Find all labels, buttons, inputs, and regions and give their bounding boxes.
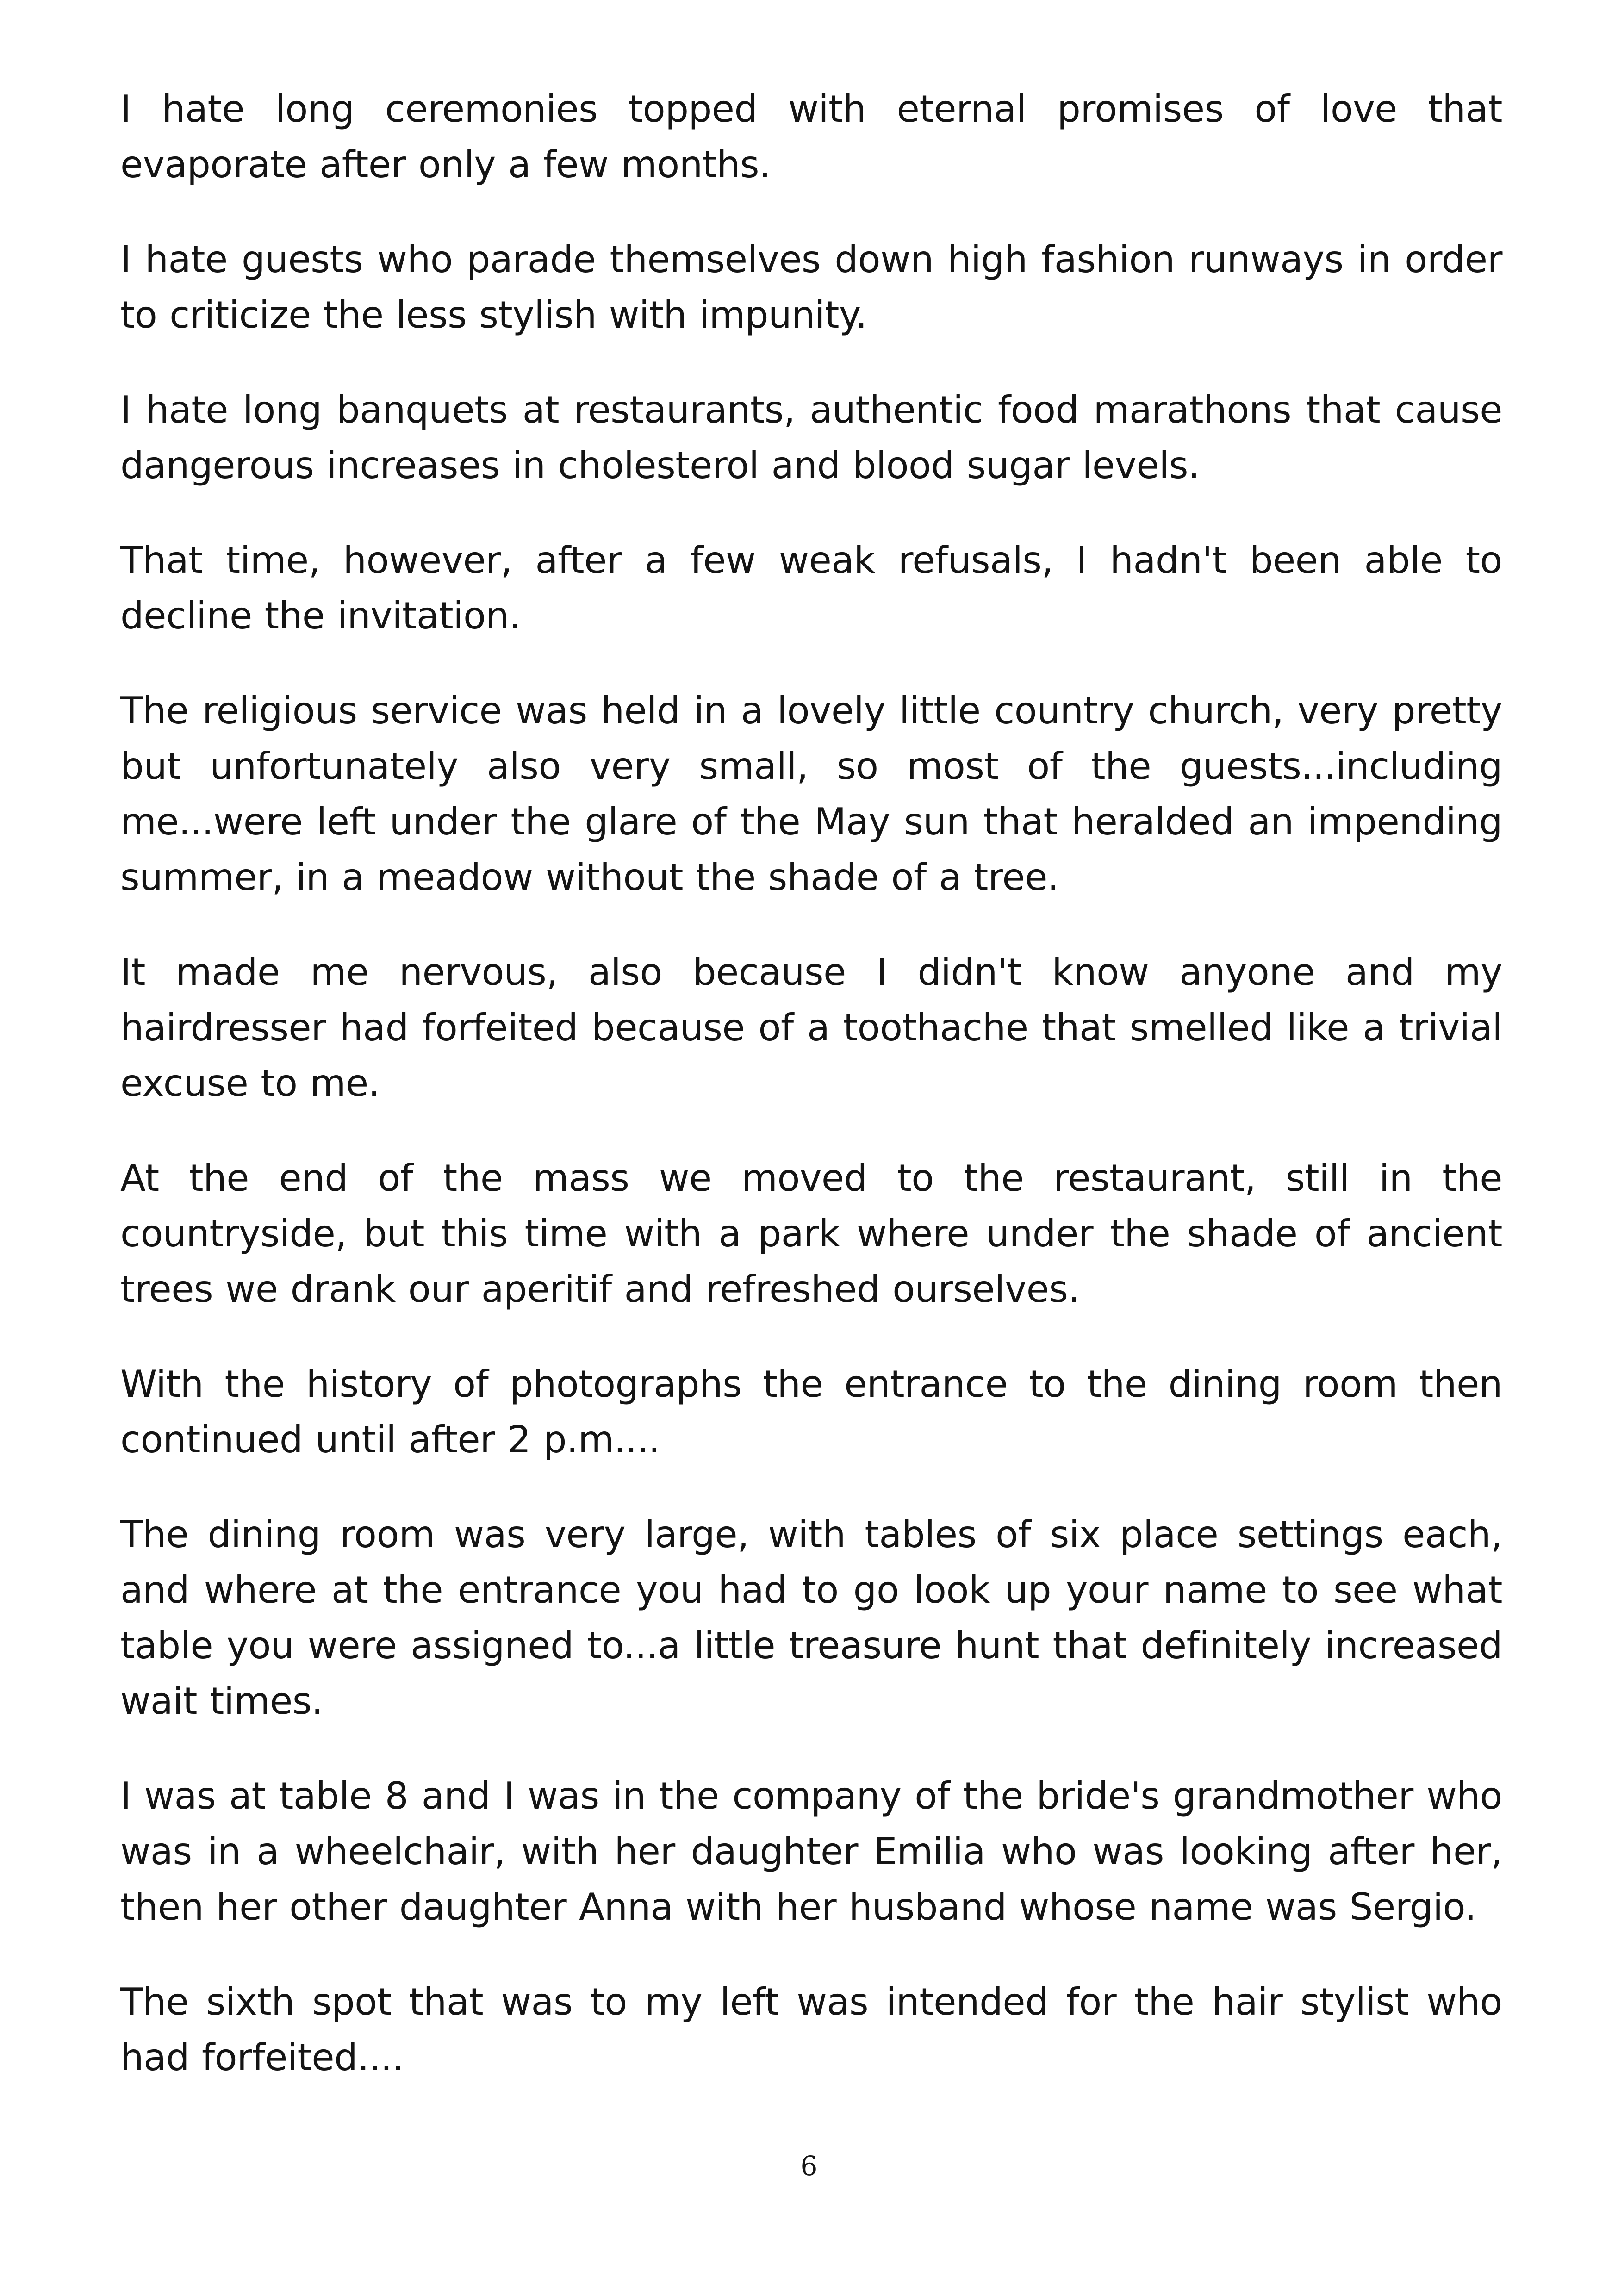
paragraph: It made me nervous, also because I didn't know anyone and my hairdresser had forfeited because of a toothache that smelled like a trivial excuse to me.: [120, 951, 1502, 1105]
paragraph: I hate guests who parade themselves down high fashion runways in order to criticize the less stylish with impunity.: [120, 238, 1502, 336]
paragraph: With the history of photographs the entrance to the dining room then continued until after 2 p.m....: [120, 1363, 1502, 1461]
paragraph: The religious service was held in a lovely little country church, very pretty but unfortunately also very small, so most of the guests...including me...were left under the glare of the May sun that heralded an impending summer, in a meadow without the shade of a tree.: [120, 689, 1502, 899]
paragraph: I was at table 8 and I was in the company of the bride's grandmother who was in a wheelchair, with her daughter Emilia who was looking after her, then her other daughter Anna with her husband whose name was Sergio.: [120, 1774, 1502, 1929]
paragraph: I hate long ceremonies topped with eternal promises of love that evaporate after only a few months.: [120, 87, 1502, 186]
paragraph: The sixth spot that was to my left was intended for the hair stylist who had forfeited....: [120, 1980, 1502, 2079]
paragraph: That time, however, after a few weak refusals, I hadn't been able to decline the invitation.: [120, 539, 1502, 637]
paragraph: I hate long banquets at restaurants, authentic food marathons that cause dangerous increases in cholesterol and blood sugar levels.: [120, 388, 1502, 487]
paragraph: The dining room was very large, with tables of six place settings each, and where at the entrance you had to go look up your name to see what table you were assigned to...a little treasure hunt that definitely increased wait times.: [120, 1513, 1502, 1723]
paragraph: At the end of the mass we moved to the restaurant, still in the countryside, but this time with a park where under the shade of ancient trees we drank our aperitif and refreshed ourselves.: [120, 1157, 1502, 1311]
body-text: [120, 81, 1502, 2125]
page-number: 6: [800, 2150, 818, 2182]
